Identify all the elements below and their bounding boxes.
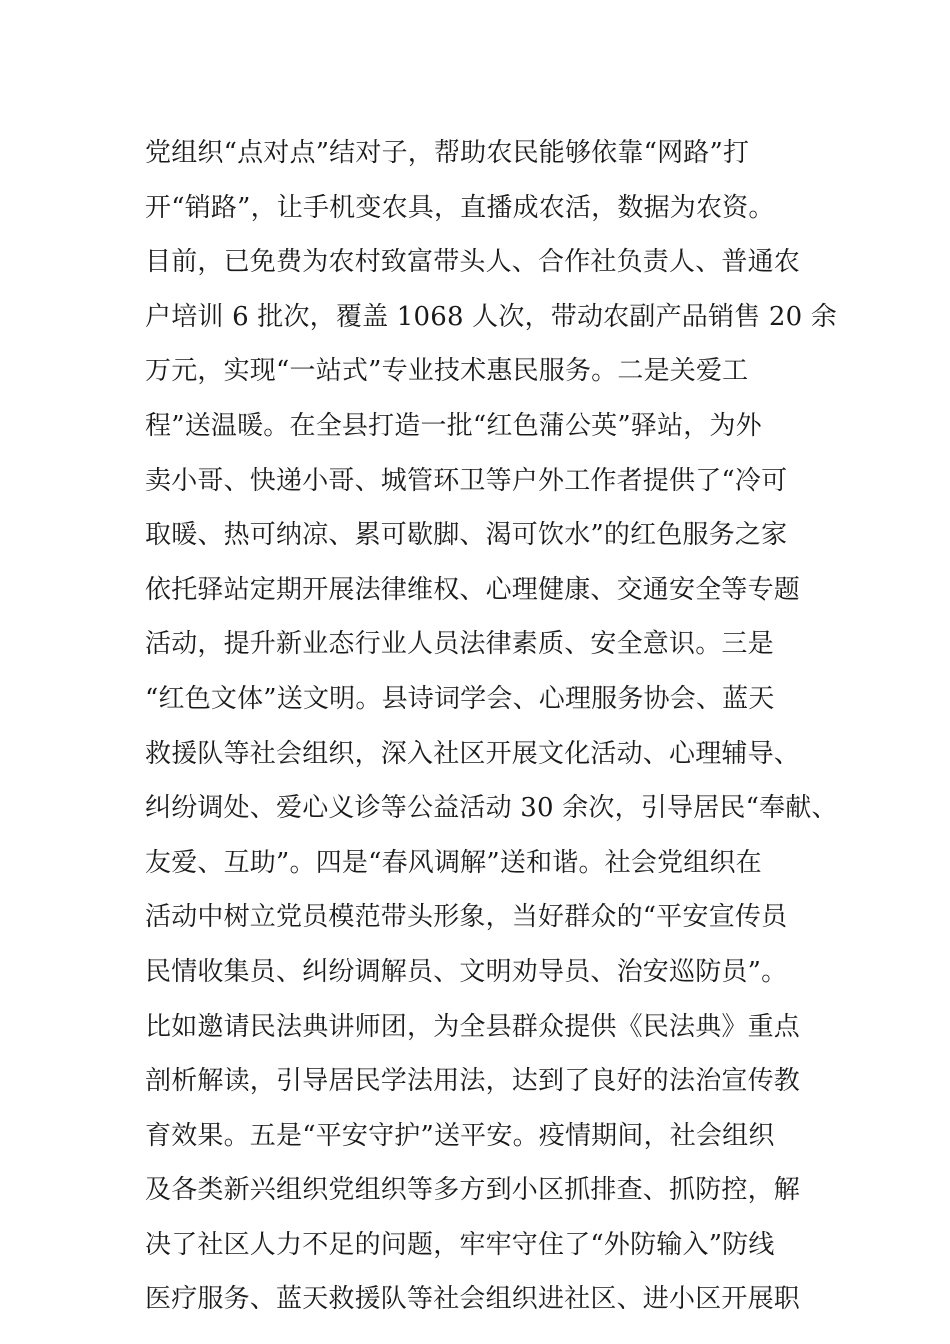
text-line: 户培训 6 批次，覆盖 1068 人次，带动农副产品销售 20 余 — [145, 301, 837, 332]
text-line: 党组织“点对点”结对子，帮助农民能够依靠“网路”打 — [145, 138, 750, 168]
text-line: 程”送温暖。在全县打造一批“红色蒲公英”驿站，为外 — [145, 410, 762, 441]
text-line: 民情收集员、纠纷调解员、文明劝导员、治安巡防员”。 — [145, 956, 788, 987]
text-line: 育效果。五是“平安守护”送平安。疫情期间，社会组织 — [145, 1120, 775, 1151]
body-text — [145, 126, 945, 1327]
text-line: 比如邀请民法典讲师团，为全县群众提供《民法典》重点 — [145, 1011, 801, 1042]
text-line: 卖小哥、快递小哥、城管环卫等户外工作者提供了“冷可 — [145, 465, 788, 496]
text-line: 医疗服务、蓝天救援队等社会组织进社区、进小区开展职 — [145, 1284, 801, 1315]
text-line: 开“销路”，让手机变农具，直播成农活，数据为农资。 — [145, 192, 775, 223]
text-line: 剖析解读，引导居民学法用法，达到了良好的法治宣传教 — [145, 1066, 801, 1097]
text-line: 依托驿站定期开展法律维权、心理健康、交通安全等专题 — [145, 574, 801, 605]
text-line: 万元，实现“一站式”专业技术惠民服务。二是关爱工 — [145, 356, 749, 387]
text-line: 取暖、热可纳凉、累可歇脚、渴可饮水”的红色服务之家 — [145, 520, 788, 551]
text-line: 纠纷调处、爱心义诊等公益活动 30 余次，引导居民“奉献、 — [145, 793, 838, 824]
text-line: 活动，提升新业态行业人员法律素质、安全意识。三是 — [145, 629, 774, 660]
text-line: 活动中树立党员模范带头形象，当好群众的“平安宣传员 — [145, 902, 788, 933]
text-line: 救援队等社会组织，深入社区开展文化活动、心理辅导、 — [145, 738, 801, 769]
text-line: 友爱、互助”。四是“春风调解”送和谐。社会党组织在 — [145, 847, 762, 878]
text-line: 目前，已免费为农村致富带头人、合作社负责人、普通农 — [145, 247, 801, 278]
text-line: “红色文体”送文明。县诗词学会、心理服务协会、蓝天 — [145, 683, 775, 714]
text-line: 及各类新兴组织党组织等多方到小区抓排查、抓防控，解 — [145, 1175, 801, 1206]
text-line: 决了社区人力不足的问题，牢牢守住了“外防输入”防线 — [145, 1229, 775, 1260]
